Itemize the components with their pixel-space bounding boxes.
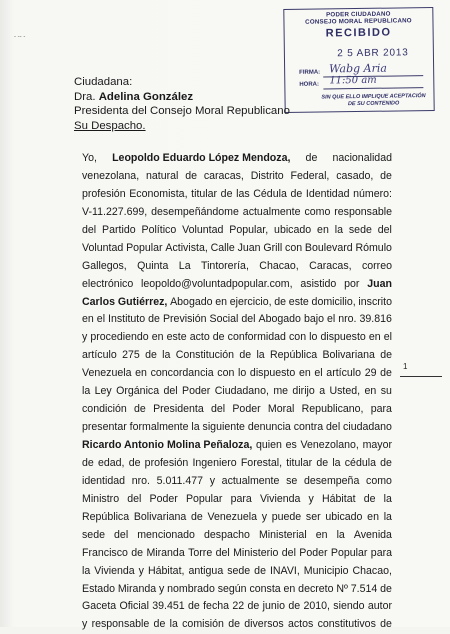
body-word: electrónico — [82, 277, 134, 290]
body-word: de — [380, 618, 392, 631]
body-word: despacho — [203, 528, 250, 541]
body-word: de — [153, 618, 166, 631]
body-line — [82, 419, 392, 437]
addressee-name-row — [74, 90, 290, 105]
body-line — [82, 365, 392, 383]
body-word: dispuesto — [320, 331, 366, 344]
body-line — [82, 491, 392, 509]
body-word: de — [380, 367, 392, 380]
body-line — [82, 222, 392, 240]
body-word: República — [270, 349, 318, 362]
addressee-block — [74, 75, 290, 133]
body-word: artículo — [326, 367, 362, 380]
body-line — [82, 598, 392, 616]
body-word: número: — [353, 187, 392, 200]
body-word: el — [383, 331, 392, 344]
body-word: Cédula — [253, 187, 287, 200]
body-word: Vivienda — [94, 564, 135, 577]
body-line — [82, 545, 392, 563]
stamp-hora-label: HORA: — [299, 81, 320, 88]
body-word: V-11.227.699, — [82, 205, 148, 218]
body-word: Popular, — [229, 223, 269, 236]
body-word: del — [281, 546, 296, 559]
body-word: Municipio — [303, 564, 349, 577]
body-word: la — [256, 349, 265, 362]
body-word: de — [305, 152, 318, 164]
body-word: y — [209, 474, 215, 487]
body-word: Yo, — [82, 152, 97, 164]
body-word: me — [273, 385, 289, 398]
body-word: Avenida — [353, 528, 392, 541]
body-word: el — [314, 367, 323, 380]
body-word: 2010, — [303, 600, 330, 613]
body-word: Ministerial — [258, 528, 307, 541]
body-word: condición — [82, 403, 127, 416]
body-word: de — [134, 403, 146, 416]
body-line — [82, 616, 392, 634]
body-word: desempeñándome — [151, 205, 239, 218]
body-word: en — [368, 331, 381, 344]
body-line — [82, 473, 392, 491]
body-word: Previsión — [162, 313, 207, 326]
body-word: de — [220, 187, 233, 200]
body-word: comisión — [182, 618, 224, 631]
body-line — [82, 240, 392, 258]
body-word: Venezuela — [82, 367, 132, 380]
body-word: diversos — [244, 618, 284, 631]
body-word: Identidad — [305, 187, 350, 200]
body-line — [82, 455, 392, 473]
body-word: Chacao, — [352, 564, 392, 577]
salutation: Ciudadana: — [74, 76, 133, 88]
body-word: de — [128, 456, 141, 469]
body-word: correo — [361, 259, 392, 272]
body-line — [82, 437, 392, 455]
body-word: este — [288, 295, 309, 308]
body-word: INAVI, — [269, 564, 300, 577]
body-word: del — [82, 223, 97, 236]
body-word: nro. — [338, 313, 357, 326]
body-word: Ley — [94, 385, 112, 398]
body-word: profesión — [144, 456, 189, 469]
body-word: y — [82, 331, 88, 344]
body-word: y — [261, 510, 267, 523]
body-word: ubicado — [325, 510, 363, 523]
body-word: nombrado — [167, 582, 215, 595]
body-word: con — [289, 331, 307, 344]
body-word: del — [377, 223, 392, 236]
body-word: Juan — [237, 241, 261, 254]
body-word: de — [254, 564, 266, 577]
addressee-position: Presidenta del Consejo Moral Republicano — [74, 105, 290, 118]
body-word: la — [334, 223, 343, 236]
body-word: Torre — [188, 546, 213, 559]
body-word: Usted, — [329, 385, 361, 398]
body-word: de — [380, 349, 392, 362]
body-word: acto — [189, 331, 210, 344]
body-word: el — [96, 313, 106, 326]
body-word: Presidenta — [153, 403, 204, 416]
body-word: 275 — [122, 349, 140, 362]
body-word: como — [366, 474, 392, 487]
body-word: venezolana, — [82, 169, 140, 182]
body-word: dispuesto — [249, 367, 296, 380]
handwritten-time: 11:50 am — [329, 74, 377, 87]
stamp-date: 2 5 ABR 2013 — [337, 47, 409, 60]
body-line — [82, 329, 392, 347]
body-word: domicilio, — [311, 295, 356, 308]
body-word: actualmente — [242, 205, 301, 218]
body-word: en — [315, 528, 328, 541]
body-word: de — [239, 349, 252, 362]
body-word: para — [230, 492, 252, 505]
page-number-rule — [400, 376, 442, 377]
body-word: se — [286, 474, 298, 487]
body-word: las — [236, 187, 250, 200]
body-word: Popular — [126, 241, 163, 254]
body-line — [82, 401, 392, 419]
body-word: Poder — [232, 403, 261, 416]
body-word: 39.816 — [359, 313, 392, 326]
stamp-org-line2: CONSEJO MORAL REPUBLICANO — [305, 17, 412, 26]
body-word: profesión — [82, 187, 126, 200]
body-word: y — [138, 564, 144, 577]
body-word: del — [163, 385, 178, 398]
body-word: lo — [238, 367, 247, 380]
body-word: Poder — [182, 385, 211, 398]
body-word: 39.451 — [152, 600, 185, 613]
body-word: Hábitat — [321, 492, 356, 505]
body-word: de — [380, 169, 392, 182]
body-line — [82, 168, 392, 186]
body-word: Social — [209, 313, 239, 326]
body-word: Bolivariana — [322, 349, 375, 362]
body-word: su — [380, 385, 392, 398]
body-word: como — [304, 205, 331, 218]
body-word: Poder — [149, 492, 178, 505]
body-line — [82, 581, 392, 599]
body-bold-text: Juan — [367, 277, 392, 290]
page-number: 1 — [403, 362, 408, 371]
body-word: Popular — [185, 492, 223, 505]
body-word: Ciudadano, — [214, 385, 269, 398]
body-word: Político — [141, 223, 177, 236]
body-word: en — [317, 223, 329, 236]
body-line — [82, 509, 392, 527]
body-word: de — [212, 331, 225, 344]
body-word: decreto — [298, 582, 334, 595]
body-word: Ingeniero — [192, 456, 237, 469]
body-bold-text: Leopoldo Eduardo López Mendoza, — [112, 152, 291, 164]
body-word: Ministro — [82, 492, 120, 505]
body-word: de — [290, 187, 303, 200]
body-word: en — [283, 582, 296, 595]
body-word: antigua — [188, 564, 224, 577]
body-line — [82, 150, 392, 168]
body-word: Venezolano, — [300, 439, 359, 451]
body-word: Miranda — [117, 582, 157, 595]
body-word: del — [215, 546, 230, 559]
body-word: natural — [145, 169, 179, 182]
body-word: leopoldo@voluntadpopular.com, — [141, 277, 293, 290]
body-word: la — [82, 564, 91, 577]
body-word: 22 — [232, 600, 245, 613]
body-word: sede — [227, 564, 251, 577]
body-line — [82, 347, 392, 365]
body-word: Forestal, — [240, 456, 283, 469]
addressee-title: Dra. — [74, 90, 96, 103]
body-word: y — [158, 582, 165, 595]
body-word: identidad — [82, 474, 126, 487]
body-word: autor — [367, 600, 392, 613]
body-word: del — [114, 528, 129, 541]
body-word: titular — [286, 456, 313, 469]
body-word: Orgánica — [116, 385, 160, 398]
body-word: bajo — [303, 313, 324, 326]
body-word: en — [298, 367, 311, 380]
body-word: en — [135, 367, 147, 380]
body-word: Caracas, — [309, 259, 352, 272]
body-word: siguiente — [202, 421, 245, 434]
body-word: Activista, — [165, 241, 208, 254]
body-word: constitutivos — [317, 618, 376, 631]
body-word: procediendo — [90, 331, 149, 344]
body-word: de — [363, 492, 376, 505]
body-word: Republicano, — [301, 403, 364, 416]
body-word: este — [166, 331, 187, 344]
body-word: de — [131, 546, 144, 559]
stamp-note-line1: SIN QUE ELLO IMPLIQUE ACEPTACIÓN — [321, 93, 426, 101]
body-word: de — [185, 169, 197, 182]
body-word: según — [217, 582, 247, 595]
body-word: casado, — [336, 169, 374, 182]
body-word: Distrito — [250, 169, 284, 182]
body-word: sede — [348, 223, 372, 236]
addressee-name: Adelina González — [98, 90, 194, 103]
body-word: ubicado — [274, 223, 312, 236]
body-word: artículo — [82, 349, 117, 362]
body-word: conformidad — [227, 331, 286, 344]
body-word: dirijo — [292, 385, 315, 398]
body-word: Oficial — [119, 600, 149, 613]
body-word: la — [332, 456, 341, 469]
body-word: junio — [262, 600, 285, 613]
body-word: Nº — [336, 582, 348, 595]
body-word: Grill — [263, 241, 283, 254]
body-paragraph — [82, 150, 392, 634]
body-bold-text: Ricardo Antonio Molina Peñaloza, — [82, 439, 253, 451]
body-word: mencionado — [137, 528, 195, 541]
body-word: sede — [82, 528, 105, 541]
stamp-note-line2: DE SU CONTENIDO — [347, 100, 400, 108]
stamp-status: RECIBIDO — [325, 26, 392, 40]
body-word: contra — [293, 421, 324, 434]
body-word: por — [344, 277, 360, 290]
body-word: de — [187, 600, 200, 613]
body-word: ciudadano — [343, 421, 392, 434]
body-word: Partido — [102, 223, 136, 236]
body-word: Estado — [82, 582, 115, 595]
body-word: fecha — [203, 600, 230, 613]
addressee-office: Su Despacho. — [74, 119, 146, 132]
body-word: ejercicio, — [229, 295, 272, 308]
body-word: en — [82, 313, 94, 326]
body-word: Tintorería, — [201, 259, 249, 272]
body-word: Gaceta — [82, 600, 117, 613]
body-word: y — [308, 492, 314, 505]
body-word: quien — [256, 439, 282, 451]
body-word: en — [364, 385, 377, 398]
body-word: Boulevard — [304, 241, 353, 254]
body-line — [82, 527, 392, 545]
body-word: puede — [271, 510, 302, 523]
body-word: a — [319, 385, 326, 398]
body-word: Federal, — [290, 169, 330, 182]
body-word: en — [215, 295, 228, 308]
body-word: Abogado — [170, 295, 213, 308]
body-word: Ministerio — [233, 546, 279, 559]
body-word: responsable — [91, 618, 150, 631]
stamp-firma-label: FIRMA: — [299, 69, 321, 76]
edge-mark: - -- - — [14, 34, 26, 40]
body-word: actualmente — [221, 474, 280, 487]
body-word: Gallegos, — [82, 259, 127, 272]
body-word: Calle — [210, 241, 235, 254]
body-word: Miranda — [146, 546, 185, 559]
body-word: Constitución — [175, 349, 235, 362]
body-word: responsable — [334, 205, 392, 218]
body-word: Francisco — [82, 546, 128, 559]
body-word: de — [288, 600, 301, 613]
body-line — [82, 186, 392, 204]
body-word: de — [228, 618, 240, 631]
body-word: y — [82, 618, 88, 631]
body-line — [82, 276, 392, 294]
body-word: consta — [249, 582, 281, 595]
body-word: del — [127, 492, 142, 505]
body-word: titular — [191, 187, 218, 200]
body-word: con — [285, 241, 303, 254]
body-word: Poder — [299, 546, 328, 559]
body-word: lo — [309, 331, 318, 344]
body-word: la — [336, 528, 345, 541]
body-word: inscrito — [358, 295, 392, 308]
body-word: Voluntad — [82, 241, 124, 254]
body-word: Popular — [330, 546, 368, 559]
body-word: la — [191, 421, 200, 434]
body-word: Instituto — [108, 313, 146, 326]
stamp-org-line1: PODER CIUDADANO — [326, 10, 391, 19]
body-word: asistido — [300, 277, 337, 290]
body-word: de — [247, 600, 260, 613]
body-word: edad, — [97, 456, 125, 469]
body-line — [82, 311, 392, 329]
body-word: 5.011.477 — [156, 474, 203, 487]
body-word: de — [148, 313, 160, 326]
body-bold-text: Carlos Gutiérrez, — [82, 295, 168, 308]
body-word: de — [145, 349, 157, 362]
body-word: Voluntad — [182, 223, 224, 236]
body-word: siendo — [333, 600, 365, 613]
body-word: 7.514 — [350, 582, 378, 595]
body-word: la — [82, 385, 91, 398]
body-word: el — [326, 313, 336, 326]
body-word: denuncia — [247, 421, 291, 434]
body-word: Vivienda — [259, 492, 301, 505]
body-word: caracas, — [203, 169, 244, 182]
body-word: Quinta — [137, 259, 169, 272]
body-word: del — [210, 403, 226, 416]
body-word: presentar — [82, 421, 127, 434]
body-word: la — [162, 349, 171, 362]
body-line — [82, 563, 392, 581]
body-word: nacionalidad — [332, 152, 392, 164]
body-word: Moral — [267, 403, 295, 416]
handwritten-signature: Wabg Aria — [329, 61, 387, 76]
body-word: República — [82, 510, 130, 523]
body-word: Chacao, — [259, 259, 299, 272]
body-word: de — [380, 582, 392, 595]
reception-stamp — [283, 7, 434, 113]
body-word: concordancia — [150, 367, 214, 380]
body-word: de — [316, 456, 329, 469]
body-word: para — [370, 546, 392, 559]
body-word: es — [285, 439, 297, 451]
body-word: de — [82, 456, 94, 469]
body-word: la — [169, 618, 178, 631]
body-word: Hábitat, — [147, 564, 185, 577]
stamp-hora-rule — [323, 87, 423, 89]
body-line — [82, 204, 392, 222]
body-word: del — [326, 421, 341, 434]
body-word: la — [383, 492, 392, 505]
body-word: para — [370, 403, 392, 416]
body-word: Venezuela — [207, 510, 257, 523]
body-word: 29 — [364, 367, 377, 380]
body-line — [82, 258, 392, 276]
body-word: de — [274, 295, 287, 308]
body-word: Economista, — [129, 187, 188, 200]
body-word: en — [151, 331, 164, 344]
body-word: con — [217, 367, 235, 380]
body-word: formalmente — [129, 421, 189, 434]
body-word: la — [383, 510, 392, 523]
body-word: La — [178, 259, 191, 272]
body-word: Bolivariana — [133, 510, 187, 523]
body-line — [82, 294, 392, 312]
body-word: actos — [287, 618, 314, 631]
body-word: Abogado — [258, 313, 301, 326]
body-word: en — [367, 510, 379, 523]
body-line — [82, 383, 392, 401]
body-word: de — [380, 456, 392, 469]
body-word: nro. — [131, 474, 150, 487]
body-word: desempeña — [303, 474, 360, 487]
body-word: ser — [305, 510, 321, 523]
body-word: del — [241, 313, 256, 326]
body-word: de — [190, 510, 203, 523]
body-word: cédula — [344, 456, 376, 469]
body-word: Rómulo — [355, 241, 392, 254]
body-word: mayor — [362, 439, 392, 451]
